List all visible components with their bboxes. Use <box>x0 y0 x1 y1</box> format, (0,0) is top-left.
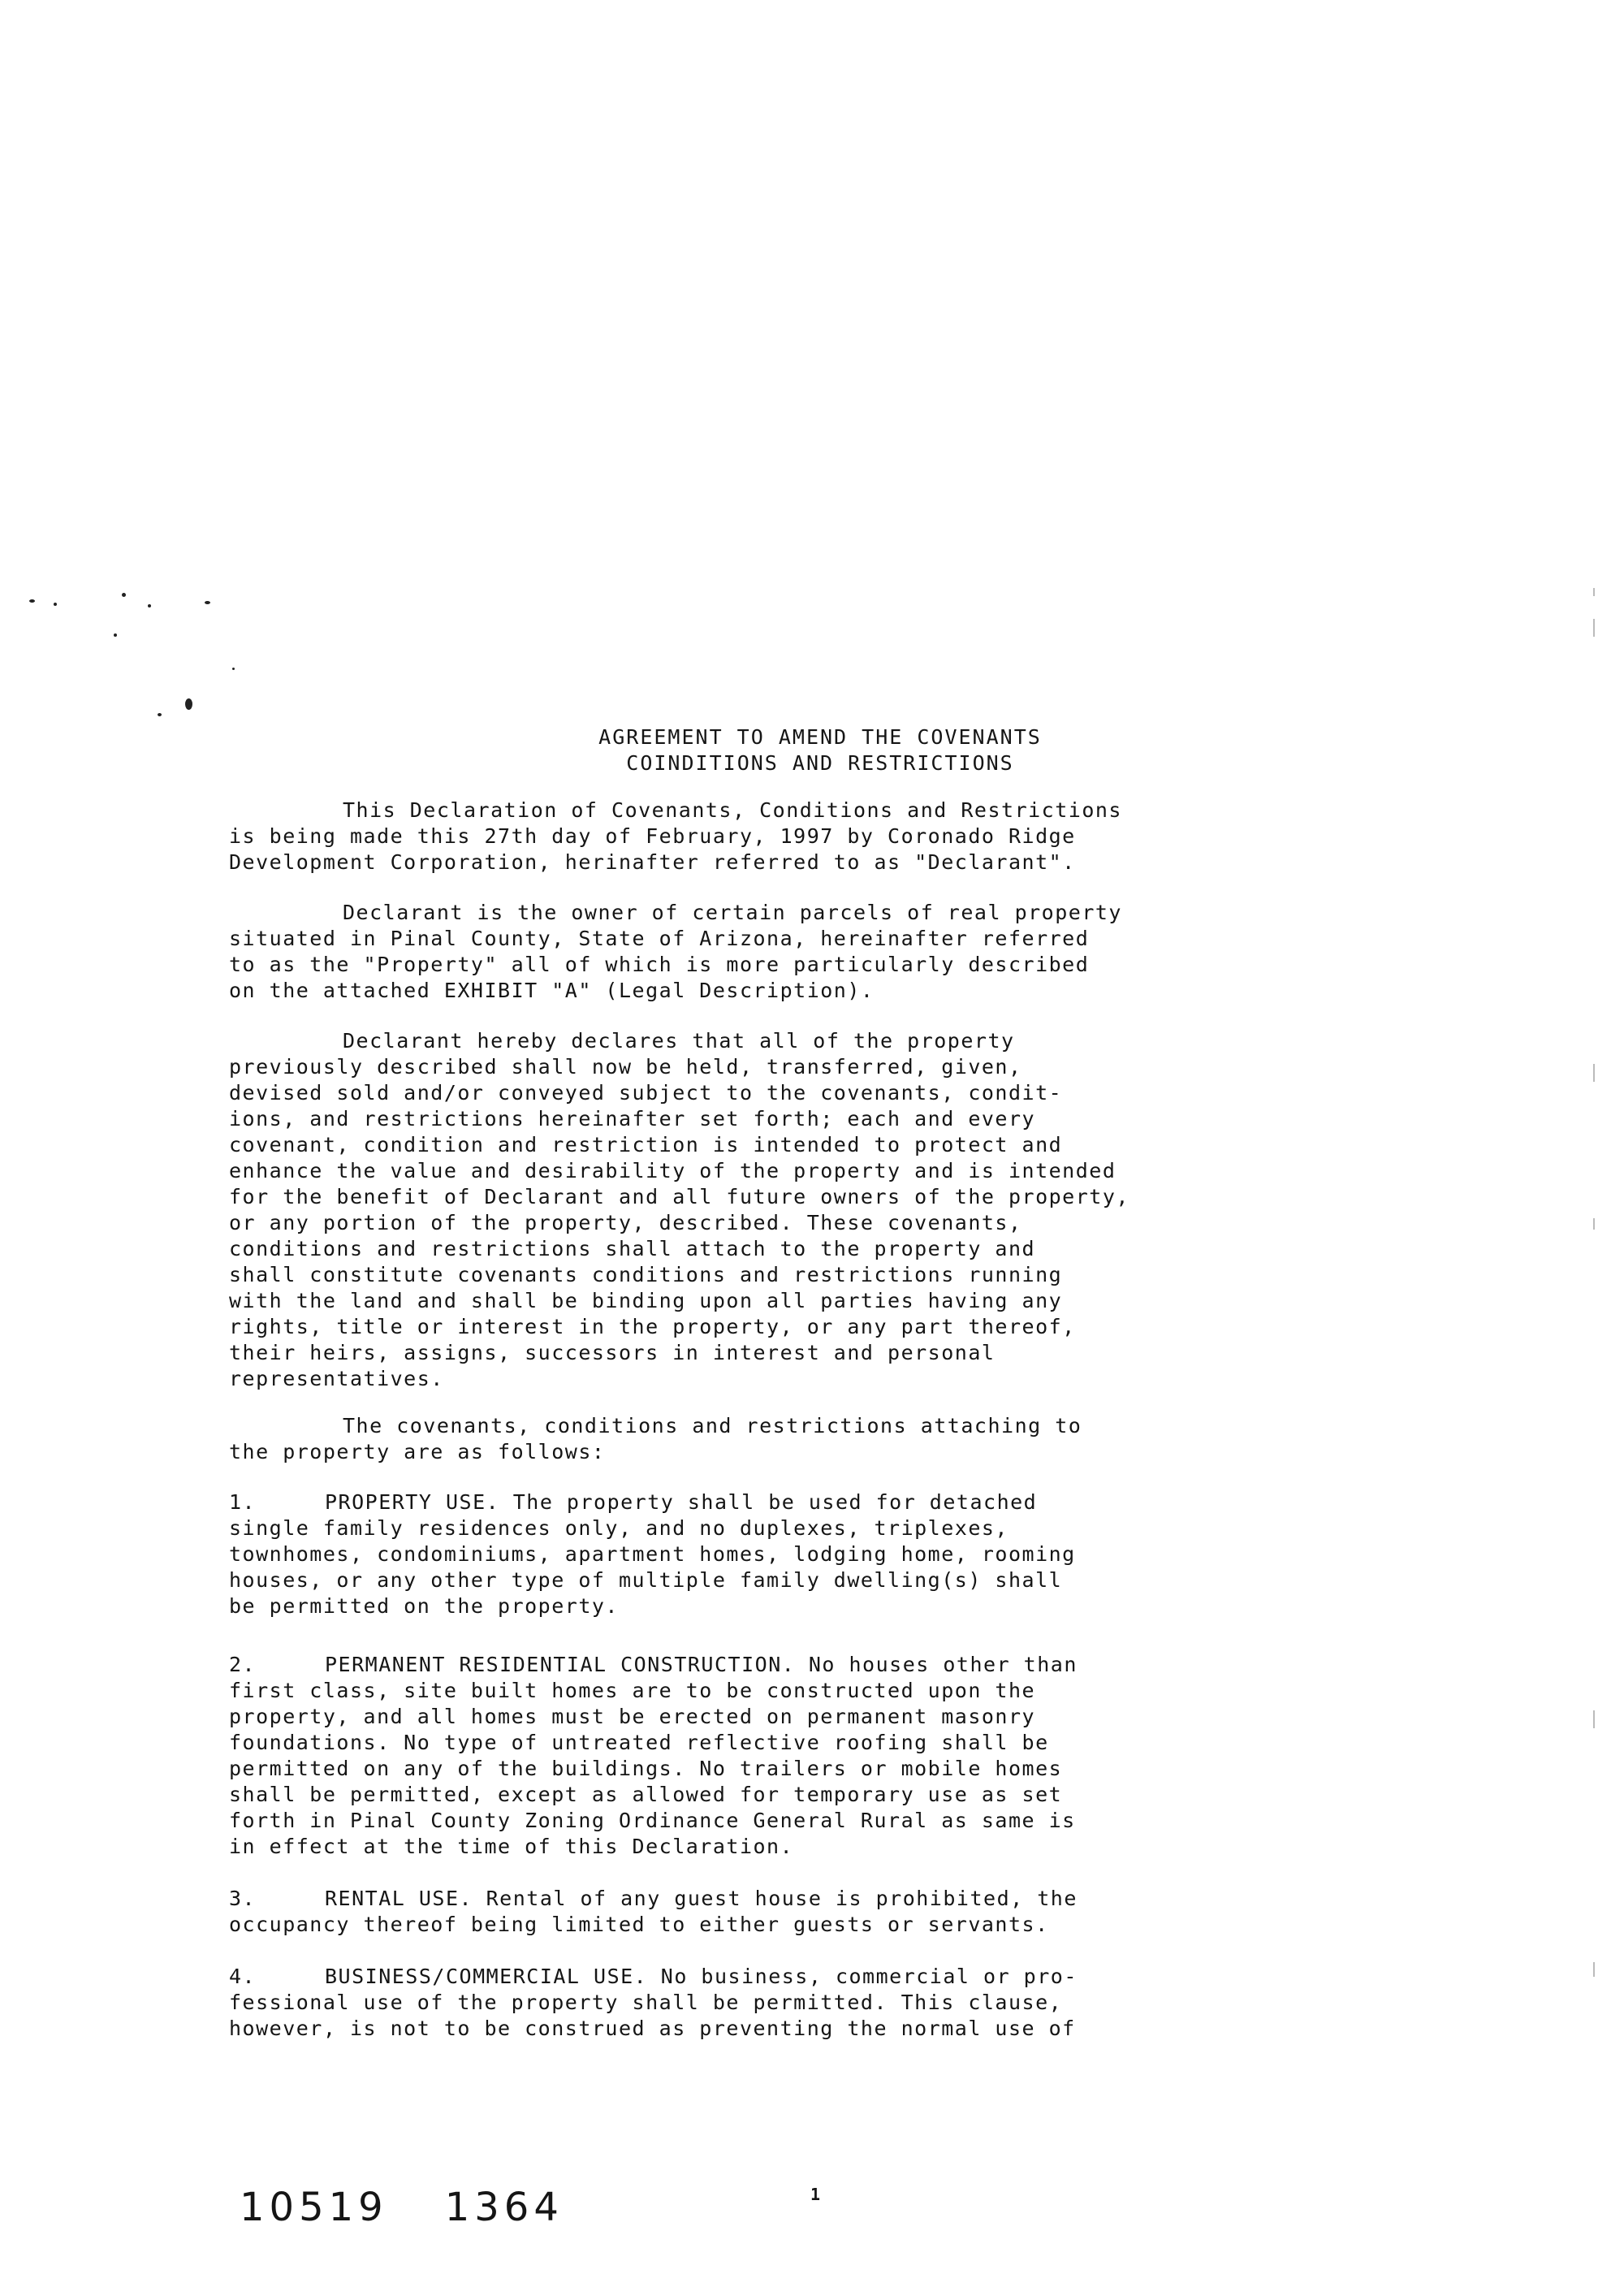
text-line: covenant, condition and restriction is intended to protect and <box>229 1133 1063 1156</box>
title-line: AGREEMENT TO AMEND THE COVENANTS <box>598 725 1042 749</box>
scan-edge-mark <box>1593 619 1595 637</box>
text-line: foundations. No type of untreated reflective roofing shall be <box>229 1731 1049 1754</box>
section-rental-use <box>229 1886 1479 1938</box>
recording-page: 1364 <box>444 2185 564 2230</box>
text-line: occupancy thereof being limited to either guests or servants. <box>229 1913 1049 1936</box>
text-line: situated in Pinal County, State of Arizona, hereinafter referred <box>229 927 1090 950</box>
text-line: devised sold and/or conveyed subject to the covenants, condit- <box>229 1081 1063 1105</box>
scan-speck <box>29 599 35 603</box>
text-line: on the attached EXHIBIT "A" (Legal Description). <box>229 979 875 1002</box>
text-line: conditions and restrictions shall attach to the property and <box>229 1237 1036 1260</box>
text-line: PROPERTY USE. The property shall be used for detached <box>325 1490 1038 1514</box>
text-line: single family residences only, and no duplexes, triplexes, <box>229 1516 1009 1540</box>
text-line: for the benefit of Declarant and all future owners of the property, <box>229 1185 1129 1208</box>
text-line: property, and all homes must be erected on permanent masonry <box>229 1705 1036 1728</box>
text-line: representatives. <box>229 1367 444 1390</box>
section-property-use <box>229 1489 1479 1619</box>
text-line: permitted on any of the buildings. No trailers or mobile homes <box>229 1757 1063 1780</box>
text-line: is being made this 27th day of February, 1997 by Coronado Ridge <box>229 824 1076 848</box>
scan-speck <box>54 603 57 606</box>
text-line: shall constitute covenants conditions and restrictions running <box>229 1263 1063 1286</box>
text-line: be permitted on the property. <box>229 1594 619 1618</box>
scan-speck <box>148 604 151 607</box>
scan-speck <box>205 601 210 604</box>
text-line: with the land and shall be binding upon all parties having any <box>229 1289 1063 1312</box>
scan-speck <box>158 713 162 716</box>
scan-speck <box>122 593 126 597</box>
text-line: townhomes, condominiums, apartment homes, lodging home, rooming <box>229 1542 1076 1566</box>
text-line: ions, and restrictions hereinafter set forth; each and every <box>229 1107 1036 1131</box>
text-line: shall be permitted, except as allowed for temporary use as set <box>229 1783 1063 1806</box>
text-line: fessional use of the property shall be permitted. This clause, <box>229 1991 1063 2014</box>
text-line: forth in Pinal County Zoning Ordinance General Rural as same is <box>229 1809 1076 1832</box>
intro-paragraph <box>229 798 1479 875</box>
page-number: 1 <box>810 2185 821 2204</box>
text-line: houses, or any other type of multiple family dwelling(s) shall <box>229 1568 1063 1592</box>
scan-speck <box>114 633 117 637</box>
section-number: 4. <box>229 1965 257 1988</box>
text-line: however, is not to be construed as preventing the normal use of <box>229 2017 1076 2040</box>
scan-edge-mark <box>1593 1218 1595 1230</box>
scan-edge-mark <box>1593 1710 1595 1728</box>
document-title <box>455 724 1186 776</box>
text-line: rights, title or interest in the property, or any part thereof, <box>229 1315 1076 1338</box>
text-line: to as the "Property" all of which is more particularly described <box>229 953 1090 976</box>
declaration-paragraph <box>229 1028 1479 1392</box>
text-line: BUSINESS/COMMERCIAL USE. No business, commercial or pro- <box>325 1965 1078 1988</box>
scan-edge-mark <box>1593 1962 1595 1977</box>
follows-paragraph <box>229 1413 1479 1465</box>
scan-speck <box>232 668 235 670</box>
scan-speck <box>185 698 192 710</box>
section-business-commercial-use <box>229 1964 1479 2042</box>
scan-edge-mark <box>1593 1064 1595 1082</box>
text-line: first class, site built homes are to be constructed upon the <box>229 1679 1036 1702</box>
recording-number <box>240 2185 564 2230</box>
text-line: enhance the value and desirability of the property and is intended <box>229 1159 1116 1182</box>
text-line: previously described shall now be held, transferred, given, <box>229 1055 1022 1079</box>
text-line: in effect at the time of this Declaration. <box>229 1835 794 1858</box>
text-line: The covenants, conditions and restrictions attaching to <box>343 1414 1082 1437</box>
section-number: 2. <box>229 1653 257 1676</box>
text-line: Declarant hereby declares that all of the property <box>343 1029 1015 1053</box>
recording-book: 10519 <box>240 2185 388 2230</box>
text-line: Development Corporation, herinafter referred to as "Declarant". <box>229 850 1076 874</box>
section-permanent-residential-construction <box>229 1652 1479 1860</box>
text-line: or any portion of the property, described. These covenants, <box>229 1211 1022 1234</box>
section-number: 3. <box>229 1887 257 1910</box>
title-line: COINDITIONS AND RESTRICTIONS <box>626 751 1014 775</box>
text-line: the property are as follows: <box>229 1440 606 1463</box>
text-line: PERMANENT RESIDENTIAL CONSTRUCTION. No houses other than <box>325 1653 1078 1676</box>
section-number: 1. <box>229 1490 257 1514</box>
text-line: RENTAL USE. Rental of any guest house is prohibited, the <box>325 1887 1078 1910</box>
text-line: Declarant is the owner of certain parcels of real property <box>343 901 1122 924</box>
text-line: This Declaration of Covenants, Conditions and Restrictions <box>343 798 1122 822</box>
scan-edge-mark <box>1593 588 1595 596</box>
text-line: their heirs, assigns, successors in interest and personal <box>229 1341 996 1364</box>
owner-paragraph <box>229 900 1479 1004</box>
